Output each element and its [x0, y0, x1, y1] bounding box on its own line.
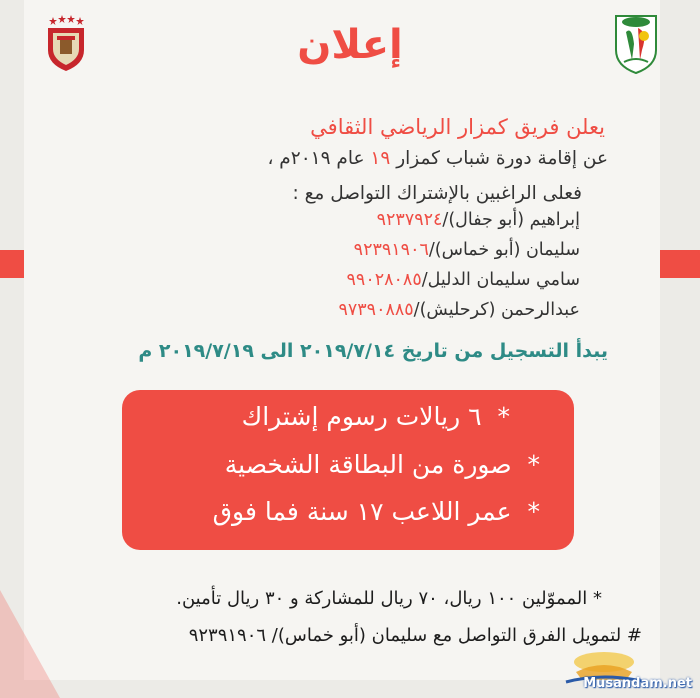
requirement-item [242, 402, 510, 431]
contact-name: عبدالرحمن (كرحليش)/ [413, 300, 580, 320]
bullet-asterisk: * [527, 450, 540, 479]
requirement-text: عمر اللاعب ١٧ سنة فما فوق [212, 497, 512, 526]
tournament-edition: ١٩ [370, 148, 391, 169]
club-shield-logo [44, 14, 88, 72]
contact-phone: ٩٢٣٧٩٢٤ [376, 210, 443, 230]
contact-phone: ٩٢٣٩١٩٠٦ [353, 240, 429, 260]
side-stripe-right [660, 250, 700, 278]
funding-note: # لتمويل الفرق التواصل مع سليمان (أبو خماس)/ ٩٢٣٩١٩٠٦ [188, 625, 642, 646]
requirement-text: صورة من البطاقة الشخصية [224, 450, 512, 479]
bullet-asterisk: * [527, 497, 540, 526]
contact-item [354, 240, 580, 260]
contact-phone: ٩٩٠٢٨٠٨٥ [346, 270, 422, 290]
tournament-line [267, 148, 608, 169]
contact-name: إبراهيم (أبو جفال)/ [442, 210, 580, 230]
announcement-subtitle: يعلن فريق كمزار الرياضي الثقافي [310, 115, 605, 139]
tournament-year: عام ٢٠١٩م ، [267, 148, 365, 169]
contact-phone: ٩٧٣٩٠٨٨٥ [338, 300, 414, 320]
contact-item [377, 210, 580, 230]
contact-name: سامي سليمان الدليل/ [421, 270, 580, 290]
watermark-text: Musandam.net [583, 676, 692, 691]
contact-item [347, 270, 580, 290]
contact-intro: فعلى الراغبين بالإشتراك التواصل مع : [292, 183, 582, 204]
requirement-item [213, 497, 540, 526]
tournament-line-start: عن إقامة دورة شباب كمزار [396, 148, 608, 169]
page-title: إعلان [297, 22, 403, 68]
contact-item [338, 300, 580, 320]
registration-dates: يبدأ التسجيل من تاريخ ٢٠١٩/٧/١٤ الى ٢٠١٩/٧/١٩ م [138, 340, 608, 362]
side-stripe-left [0, 250, 24, 278]
club-emblem-logo [612, 10, 660, 74]
requirement-item [225, 450, 540, 479]
corner-decoration [0, 590, 60, 698]
requirement-text: ٦ ريالات رسوم إشتراك [241, 402, 482, 431]
contact-name: سليمان (أبو خماس)/ [428, 240, 580, 260]
fees-note: * المموّلين ١٠٠ ريال، ٧٠ ريال للمشاركة و ٣٠ ريال تأمين. [176, 588, 602, 609]
bullet-asterisk: * [497, 402, 510, 431]
